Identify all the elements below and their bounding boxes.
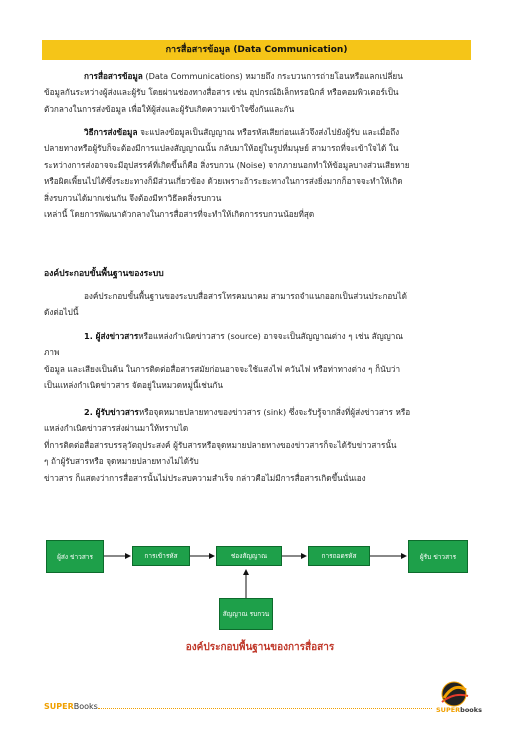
- section-intro-line-2: ดังต่อไปนี้: [44, 307, 79, 318]
- item2-line-1: 2. ผู้รับข่าวสารหรือจุดหมายปลายทางของข่าวสาร (sink) ซึ่งจะรับรู้จากสิ่งที่ผู้ส่งข่าวสาร หรือ: [84, 407, 411, 417]
- item2-line-3: ที่การติดต่อสื่อสารบรรลุวัตถุประสงค์ ผู้รับสารหรือจุดหมายปลายทางของข่าวสารก็จะได้รับข่าวสารนั้น: [44, 439, 397, 450]
- diagram-sender-box: ผู้ส่ง ข่าวสาร: [46, 540, 104, 573]
- item1-line-4: เป็นแหล่งกำเนิดข่าวสาร จัดอยู่ในหมวดหมู่นี้เช่นกัน: [44, 380, 223, 391]
- method-line-2: ปลายทางหรือผู้รับก็จะต้องมีการแปลงสัญญาณนั้น กลับมาให้อยู่ในรูปที่มนุษย์ สามารถที่จะเข้าใจได้ ใน: [44, 143, 399, 154]
- footer-brand: [44, 702, 98, 711]
- section-heading: องค์ประกอบขั้นพื้นฐานของระบบ: [44, 269, 164, 279]
- diagram-caption: องค์ประกอบพื้นฐานของการสื่อสาร: [185, 642, 335, 653]
- footer-brand-books: Books: [73, 702, 98, 711]
- intro-line-2: ข้อมูลกันระหว่างผู้ส่งและผู้รับ โดยผ่านช่องทางสื่อสาร เช่น อุปกรณ์อิเล็กทรอนิกส์ หรือคอมพิวเตอร์เป็น: [44, 87, 399, 98]
- method-line-5: สิ่งรบกวนได้มากเช่นกัน จึงต้องมีหาวิธีลดสิ่งรบกวน: [44, 192, 222, 203]
- item1-term: 1. ผู้ส่งข่าวสาร: [84, 331, 139, 341]
- method-line-4: หรือผิดเพี้ยนไปได้ซึ่งระยะทางก็มีส่วนเกี่ยวข้อง ด้วยเพราะถ้าระยะทางในการส่งยิ่งมากก็อาจจะทำให้เกิด: [44, 176, 403, 187]
- logo-wordmark: SUPERbooks: [436, 706, 482, 714]
- diagram-decode-box: การถอดรหัส: [308, 546, 370, 566]
- page-title: การสื่อสารข้อมูล (Data Communication): [42, 40, 471, 60]
- footer-brand-super: SUPER: [44, 702, 74, 711]
- diagram-channel-box: ช่องสัญญาณ: [216, 546, 282, 566]
- item1-line-1: 1. ผู้ส่งข่าวสารหรือแหล่งกำเนิดข่าวสาร (source) อาจจะเป็นสัญญาณต่าง ๆ เช่น สัญญาณ: [84, 331, 403, 341]
- item2-term: 2. ผู้รับข่าวสาร: [84, 407, 139, 417]
- item1-line-3: ข้อมูล และเสียงเป็นต้น ในการติดต่อสื่อสารสมัยก่อนอาจจะใช้แสงไฟ ควันไฟ หรือท่าทางต่าง ๆ ก็นับว่า: [44, 363, 401, 374]
- diagram-receiver-box: ผู้รับ ข่าวสาร: [408, 540, 468, 573]
- intro-term: การสื่อสารข้อมูล: [84, 71, 143, 81]
- item2-line-5: ข่าวสาร ก็แสดงว่าการสื่อสารนั้นไม่ประสบความสำเร็จ กล่าวคือไม่มีการสื่อสารเกิดขึ้นนั่นเอง: [44, 472, 366, 483]
- method-line-1: วิธีการส่งข้อมูล จะแปลงข้อมูลเป็นสัญญาณ หรือรหัสเสียก่อนแล้วจึงส่งไปยังผู้รับ และเมื่อถึง: [84, 127, 400, 137]
- diagram-noise-box: สัญญาณ รบกวน: [219, 598, 273, 630]
- section-intro-line-1: องค์ประกอบขั้นพื้นฐานของระบบสื่อสารโทรคมนาคม สามารถจำแนกออกเป็นส่วนประกอบได้: [84, 291, 407, 301]
- item2-line-2: แหล่งกำเนิดข่าวสารส่งผ่านมาให้ทราบได: [44, 423, 189, 434]
- method-line-3: ระหว่างการส่งอาจจะมีอุปสรรค์ที่เกิดขึ้นก็คือ สิ่งรบกวน (Noise) จากภายนอกทำให้ข้อมูลบางส่วนเสียหาย: [44, 159, 410, 170]
- footer-divider: [98, 708, 432, 709]
- intro-line-1: การสื่อสารข้อมูล (Data Communications) หมายถึง กระบวนการถ่ายโอนหรือแลกเปลี่ยน: [84, 71, 403, 81]
- item1-line-2: ภาพ: [44, 347, 60, 358]
- intro-line-3: ตัวกลางในการส่งข้อมูล เพื่อให้ผู้ส่งและผู้รับเกิดความเข้าใจซึ่งกันและกัน: [44, 103, 295, 114]
- method-line-6: เหล่านี้ โดยการพัฒนาตัวกลางในการสื่อสารที่จะทำให้เกิดการรบกวนน้อยที่สุด: [44, 209, 315, 220]
- item2-line-4: ๆ ถ้าผู้รับสารหรือ จุดหมายปลายทางไม่ได้รับ: [44, 456, 199, 467]
- method-term: วิธีการส่งข้อมูล: [84, 127, 138, 137]
- diagram-encode-box: การเข้ารหัส: [132, 546, 190, 566]
